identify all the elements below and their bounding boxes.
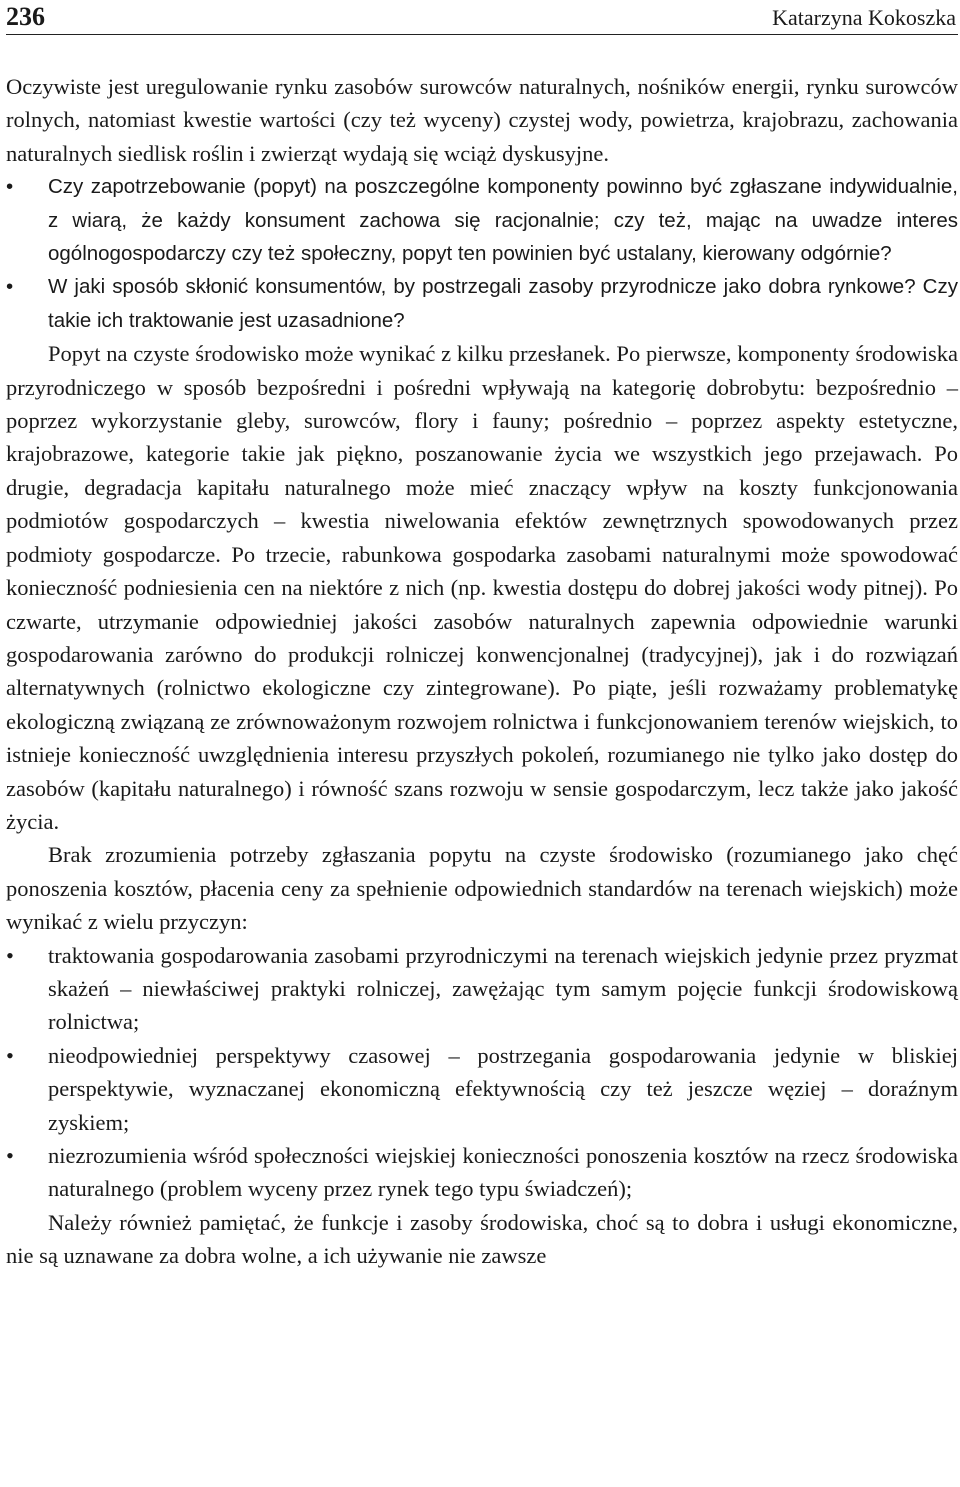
cause-item [6, 939, 958, 1039]
bullet-icon: • [6, 275, 14, 299]
cause-item [6, 1039, 958, 1139]
bullet-icon: • [6, 1143, 14, 1168]
cause-item [6, 1139, 958, 1206]
page-header [6, 2, 958, 35]
body-text [6, 70, 958, 1273]
cause-text: niezrozumienia wśród społeczności wiejskiej konieczności ponoszenia kosztów na rzecz środowiska naturalnego (problem wyceny przez rynek tego typu świadczeń); [48, 1143, 958, 1202]
bullet-icon: • [6, 1042, 14, 1068]
cause-text: nieodpowiedniej perspektywy czasowej – postrzegania gospodarowania jedynie w bliskiej perspektywie, wyznaczanej ekonomiczną efektywnością czy też jeszcze węziej – doraźnym zyskiem; [48, 1042, 958, 1135]
question-item [6, 170, 958, 270]
document-page [6, 0, 958, 1487]
cause-text: traktowania gospodarowania zasobami przyrodniczymi na terenach wiejskich jedynie przez pryzmat skażeń – niewłaściwej praktyki rolniczej, zawężając tym samym pojęcie funkcji środowiskową rolnictwa; [48, 942, 958, 1035]
paragraph-closing: Należy również pamiętać, że funkcje i zasoby środowiska, choć są to dobra i usługi ekonomiczne, nie są uznawane za dobra wolne, a ich używanie nie zawsze [6, 1209, 958, 1269]
paragraph-intro: Oczywiste jest uregulowanie rynku zasobów surowców naturalnych, nośników energii, rynku surowców rolnych, natomiast kwestie wartości (czy też wyceny) czystej wody, powietrza, krajobrazu, zachowania naturalnych siedlisk roślin i zwierząt wydają się wciąż dyskusyjne. [6, 74, 958, 166]
question-text: W jaki sposób skłonić konsumentów, by postrzegali zasoby przyrodnicze jako dobra rynkowe? Czy takie ich traktowanie jest uzasadnione? [48, 275, 958, 332]
paragraph-lack-of-understanding: Brak zrozumienia potrzeby zgłaszania popytu na czyste środowisko (rozumianego jako chęć ponoszenia kosztów, płacenia ceny za spełnienie odpowiednich standardów na terenach wiejskich) może wynikać z wielu przyczyn: [6, 842, 958, 935]
bullet-icon: • [6, 175, 14, 199]
question-list [6, 170, 958, 337]
causes-list [6, 939, 958, 1206]
running-head-author: Katarzyna Kokoszka [772, 5, 956, 30]
question-text: Czy zapotrzebowanie (popyt) na poszczególne komponenty powinno być zgłaszane indywidualnie, z wiarą, że każdy konsument zachowa się racjonalnie; czy też, mając na uwadze interes ogólnogospodarczy czy też społeczny, popyt ten powinien być ustalany, kierowany odgórnie? [48, 175, 958, 266]
question-item [6, 270, 958, 337]
paragraph-demand-reasons: Popyt na czyste środowisko może wynikać z kilku przesłanek. Po pierwsze, komponenty środowiska przyrodniczego w sposób bezpośredni i pośredni wpływają na kategorię dobrobytu: bezpośrednio – poprzez wykorzystanie gleby, surowców, flory i fauny; pośrednio – poprzez aspekty estetyczne, krajobrazowe, kategorie takie jak piękno, poszanowanie życia we wszystkich jego przejawach. Po drugie, degradacja kapitału naturalnego może mieć znaczący wpływ na koszty funkcjonowania podmiotów gospodarczych – kwestia niwelowania efektów zewnętrznych spowodowanych przez podmioty gospodarcze. Po trzecie, rabunkowa gospodarka zasobami naturalnymi może spowodować konieczność podniesienia cen na niektóre z nich (np. kwestia dostępu do dobrej jakości wody pitnej). Po czwarte, utrzymanie odpowiedniej jakości zasobów naturalnych zapewnia odpowiednie warunki gospodarowania zarówno do produkcji rolniczej konwencjonalnej (tradycyjnej), jak i do rozwiązań alternatywnych (rolnictwo ekologiczne czy zintegrowane). Po piąte, jeśli rozważamy problematykę ekologiczną związaną ze zrównoważonym rozwojem rolnictwa i funkcjonowaniem terenów wiejskich, to istnieje konieczność uwzględnienia interesu przyszłych pokoleń, rozumianego nie tylko jako dostęp do zasobów (kapitału naturalnego) i równość szans rozwoju w sensie gospodarczym, lecz także jako jakość życia. [6, 341, 958, 834]
page-number: 236 [6, 2, 45, 31]
bullet-icon: • [6, 942, 14, 968]
